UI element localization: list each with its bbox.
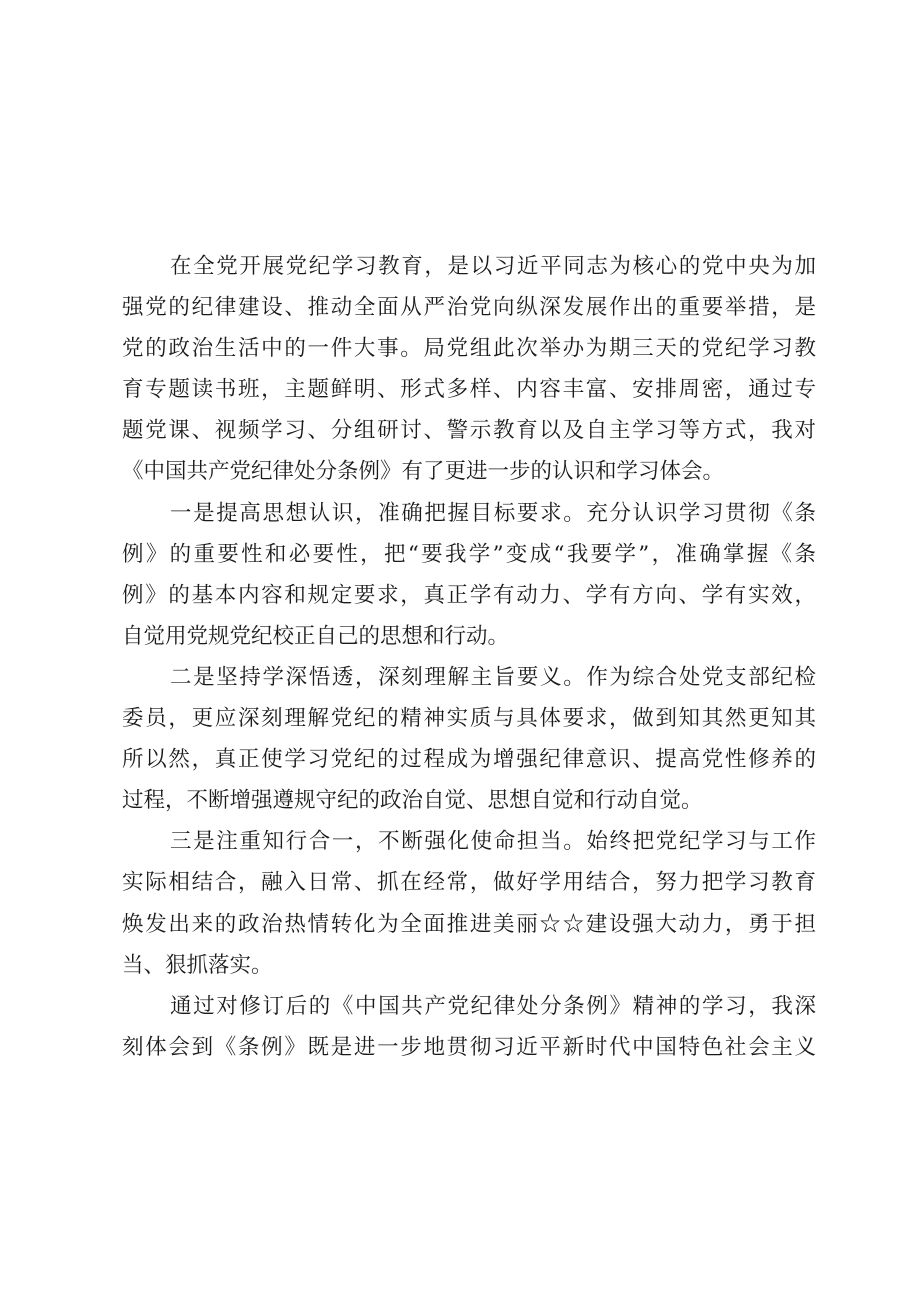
paragraph-intro: [122, 246, 816, 493]
paragraph-point-two: [122, 657, 816, 821]
text-line: 委员，更应深刻理解党纪的精神实质与具体要求，做到知其然更知其: [122, 706, 816, 732]
text-line: 过程，不断增强遵规守纪的政治自觉、思想自觉和行动自觉。: [122, 788, 703, 814]
text-line: 自觉用党规党纪校正自己的思想和行动。: [122, 623, 510, 649]
text-line: 实际相结合，融入日常、抓在经常，做好学用结合，努力把学习教育: [122, 870, 816, 896]
text-line: 党的政治生活中的一件大事。局党组此次举办为期三天的党纪学习教: [122, 336, 816, 362]
text-line: 育专题读书班，主题鲜明、形式多样、内容丰富、安排周密，通过专: [122, 377, 816, 403]
text-line: 例》的基本内容和规定要求，真正学有动力、学有方向、学有实效，: [122, 582, 816, 608]
text-line: 焕发出来的政治热情转化为全面推进美丽☆☆建设强大动力，勇于担: [122, 911, 816, 937]
text-line: 所以然，真正使学习党纪的过程成为增强纪律意识、提高党性修养的: [122, 747, 816, 773]
paragraph-point-three: [122, 821, 816, 985]
text-line: 通过对修订后的《中国共产党纪律处分条例》精神的学习，我深: [170, 993, 816, 1019]
text-line: 一是提高思想认识，准确把握目标要求。充分认识学习贯彻《条: [170, 500, 816, 526]
text-line: 强党的纪律建设、推动全面从严治党向纵深发展作出的重要举措，是: [122, 295, 816, 321]
text-line: 在全党开展党纪学习教育，是以习近平同志为核心的党中央为加: [170, 254, 816, 279]
text-line: 当、狠抓落实。: [122, 952, 273, 978]
text-line: 三是注重知行合一，不断强化使命担当。始终把党纪学习与工作: [170, 829, 816, 855]
text-line: 《中国共产党纪律处分条例》有了更进一步的认识和学习体会。: [122, 459, 725, 485]
paragraph-point-one: [122, 493, 816, 657]
text-line: 刻体会到《条例》既是进一步地贯彻习近平新时代中国特色社会主义: [122, 1034, 816, 1060]
text-line: 题党课、视频学习、分组研讨、警示教育以及自主学习等方式，我对: [122, 418, 816, 444]
document-body: [122, 246, 816, 1068]
paragraph-conclusion: [122, 986, 816, 1068]
text-line: 二是坚持学深悟透，深刻理解主旨要义。作为综合处党支部纪检: [170, 664, 816, 690]
text-line: 例》的重要性和必要性，把“要我学”变成“我要学”，准确掌握《条: [122, 541, 816, 567]
